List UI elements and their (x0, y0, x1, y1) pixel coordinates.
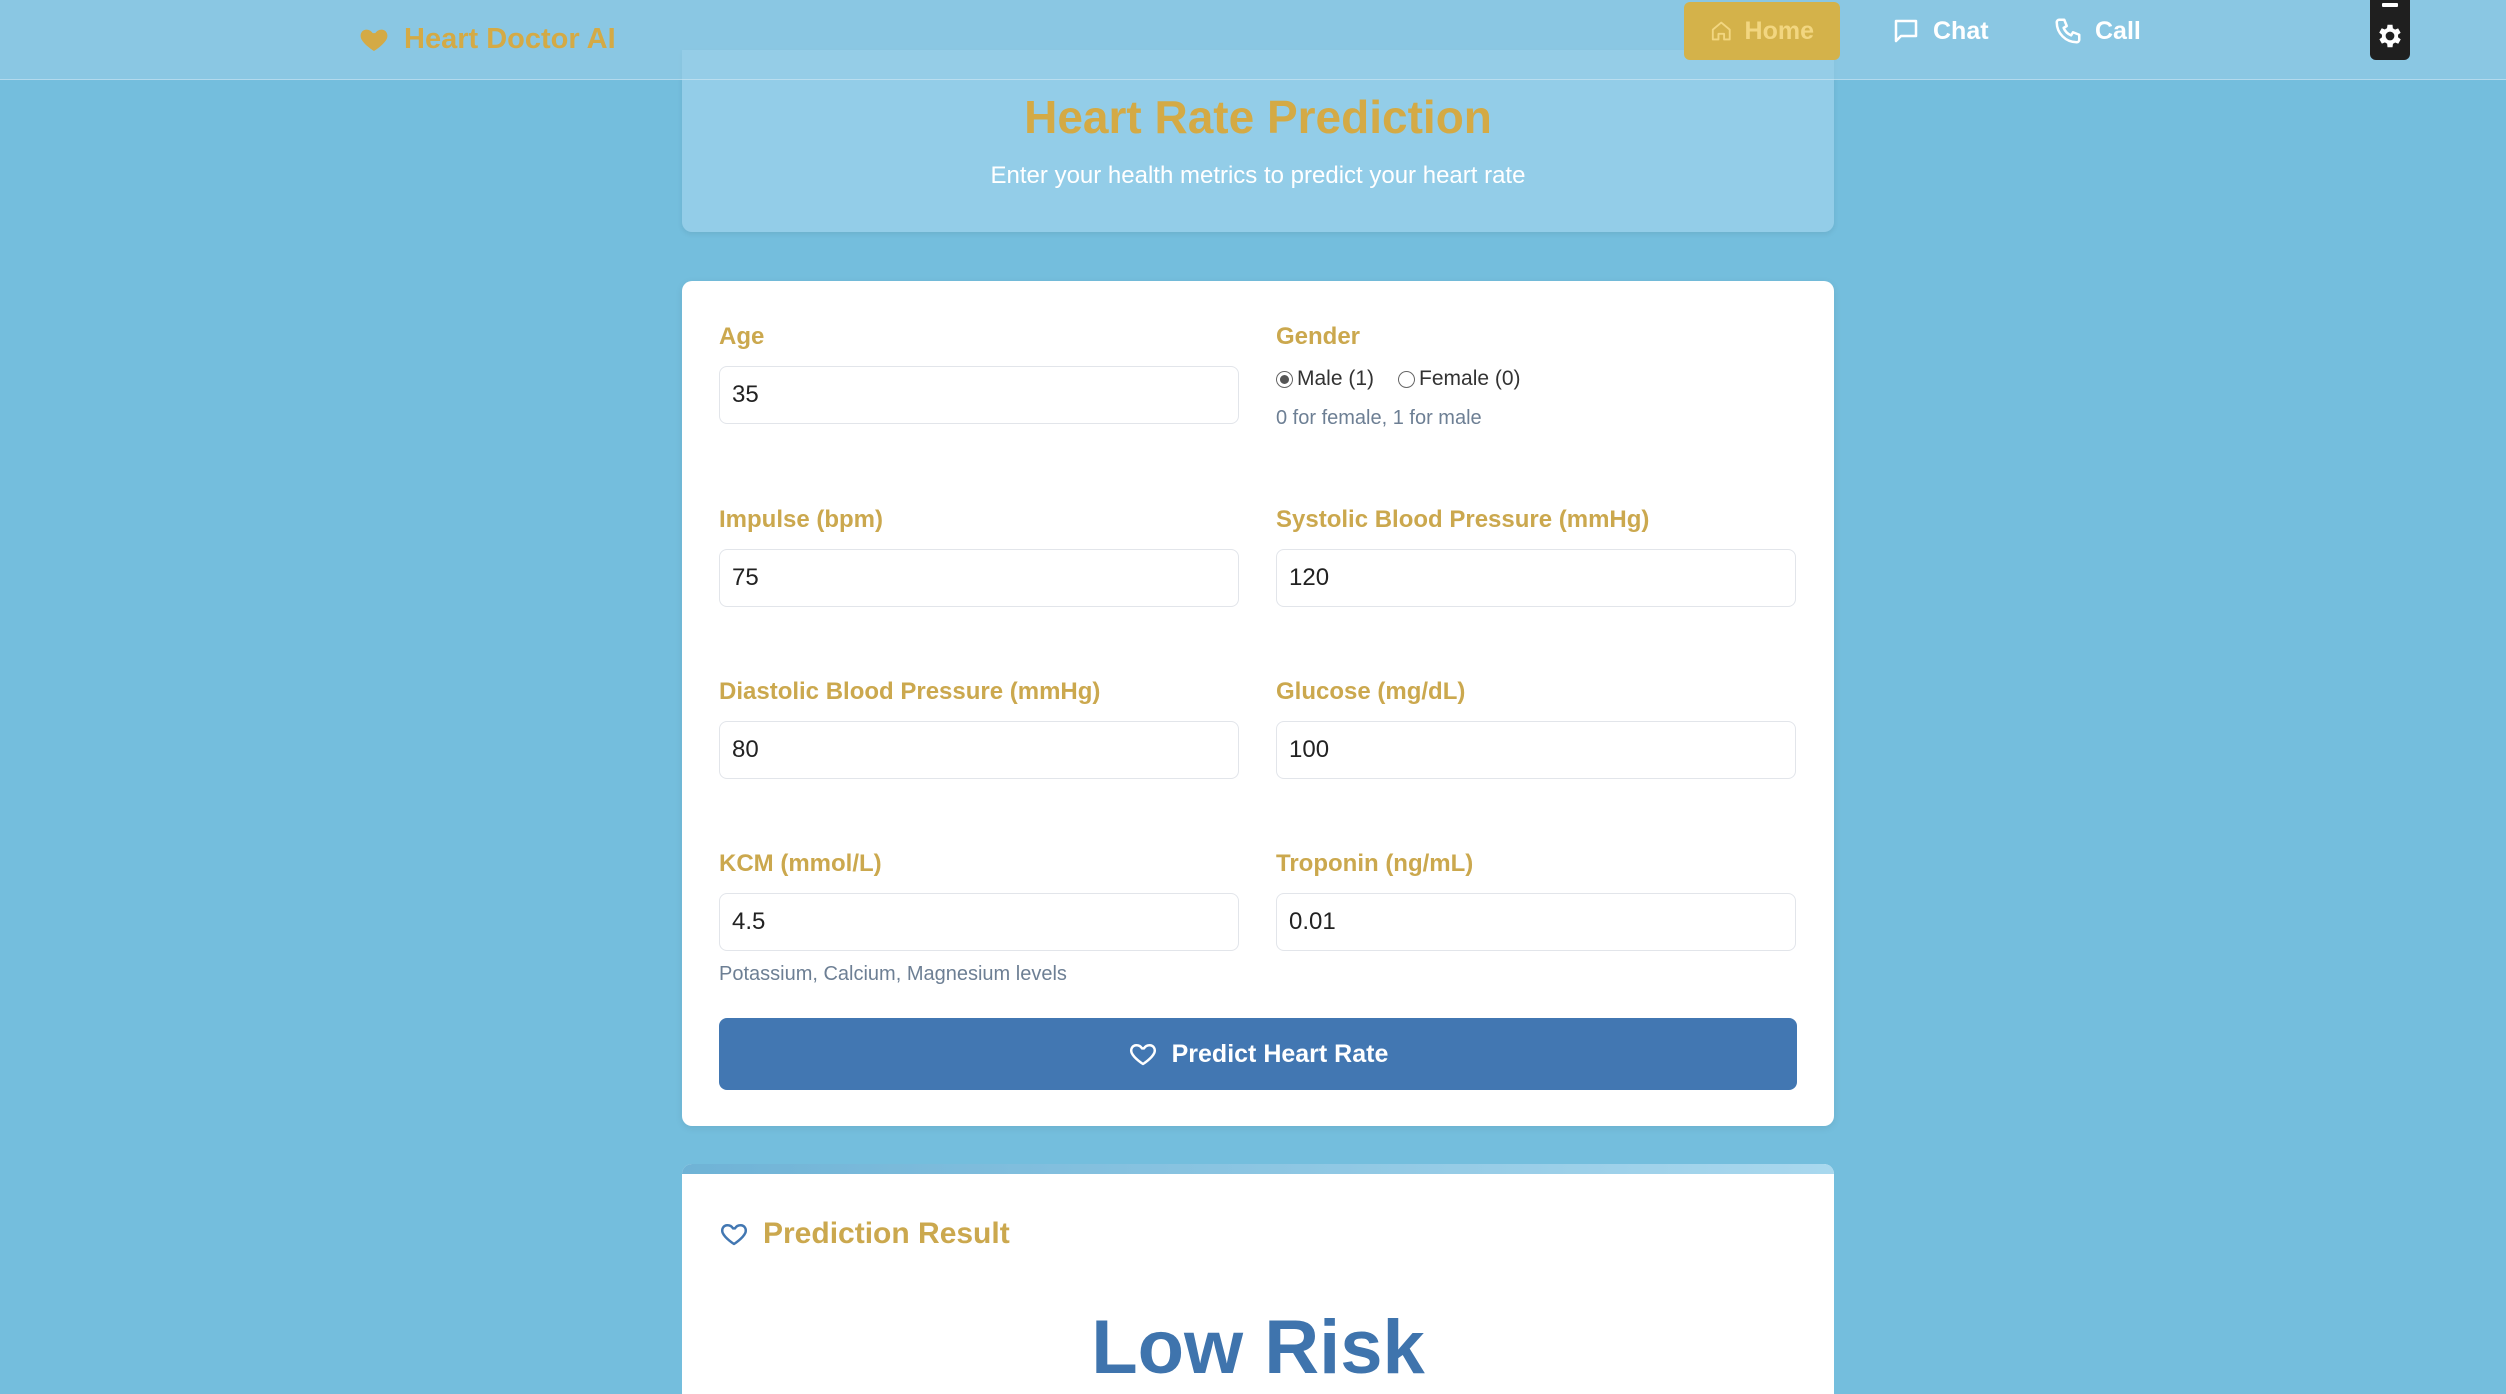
settings-button[interactable] (2370, 0, 2410, 60)
predict-heart-rate-button[interactable] (719, 1018, 1797, 1090)
nav-home-label: Home (1744, 16, 1814, 45)
impulse-field-group (719, 506, 1239, 606)
risk-level-value: Low Risk (1091, 1305, 1425, 1390)
gender-option-male[interactable] (1276, 367, 1374, 391)
heart-outline-icon (719, 1219, 749, 1249)
kcm-label: KCM (mmol/L) (719, 850, 882, 877)
heart-outline-icon (1128, 1039, 1158, 1069)
gear-icon (2375, 21, 2405, 51)
result-header (719, 1217, 1010, 1251)
systolic-label: Systolic Blood Pressure (mmHg) (1276, 506, 1650, 533)
kcm-hint: Potassium, Calcium, Magnesium levels (719, 963, 1067, 985)
gender-male-radio[interactable] (1276, 371, 1293, 388)
chat-bubble-icon (1891, 16, 1921, 46)
diastolic-label: Diastolic Blood Pressure (mmHg) (719, 678, 1101, 705)
page-title: Heart Rate Prediction (1024, 91, 1492, 143)
brand-name: Heart Doctor AI (404, 22, 616, 55)
gender-hint: 0 for female, 1 for male (1276, 407, 1482, 429)
diastolic-input[interactable] (719, 721, 1239, 779)
troponin-field-group (1276, 850, 1796, 950)
kcm-field-group (719, 850, 1239, 990)
gender-male-label: Male (1) (1297, 367, 1375, 390)
troponin-label: Troponin (ng/mL) (1276, 850, 1474, 877)
glucose-input[interactable] (1276, 721, 1796, 779)
prediction-result-card (682, 1164, 1834, 1394)
age-input[interactable] (719, 366, 1239, 424)
systolic-input[interactable] (1276, 549, 1796, 607)
kcm-input[interactable] (719, 893, 1239, 951)
gender-female-radio[interactable] (1398, 371, 1415, 388)
result-accent-bar (682, 1164, 1834, 1174)
nav-chat-label: Chat (1933, 16, 1989, 45)
gender-field-group (1276, 323, 1796, 433)
impulse-input[interactable] (719, 549, 1239, 607)
age-field-group (719, 323, 1239, 423)
page-subtitle: Enter your health metrics to predict your heart rate (990, 162, 1526, 189)
brand-logo[interactable] (358, 14, 616, 64)
systolic-field-group (1276, 506, 1796, 606)
nav-call-label: Call (2095, 16, 2141, 45)
gender-label: Gender (1276, 323, 1361, 350)
metrics-form (682, 281, 1834, 1126)
phone-icon (2053, 16, 2083, 46)
nav-chat-link[interactable] (1865, 2, 2015, 60)
age-label: Age (719, 323, 765, 350)
heart-icon (358, 23, 390, 55)
home-icon (1710, 16, 1733, 46)
gender-radio-group (1276, 367, 1537, 391)
troponin-input[interactable] (1276, 893, 1796, 951)
nav-home-link[interactable] (1684, 2, 1840, 60)
result-title: Prediction Result (763, 1217, 1010, 1250)
gender-female-label: Female (0) (1419, 367, 1521, 390)
impulse-label: Impulse (bpm) (719, 506, 884, 533)
glucose-label: Glucose (mg/dL) (1276, 678, 1466, 705)
gender-option-female[interactable] (1398, 367, 1521, 391)
glucose-field-group (1276, 678, 1796, 778)
top-navbar (0, 0, 2506, 80)
predict-button-label: Predict Heart Rate (1171, 1039, 1389, 1068)
diastolic-field-group (719, 678, 1239, 778)
nav-call-link[interactable] (2027, 2, 2167, 60)
